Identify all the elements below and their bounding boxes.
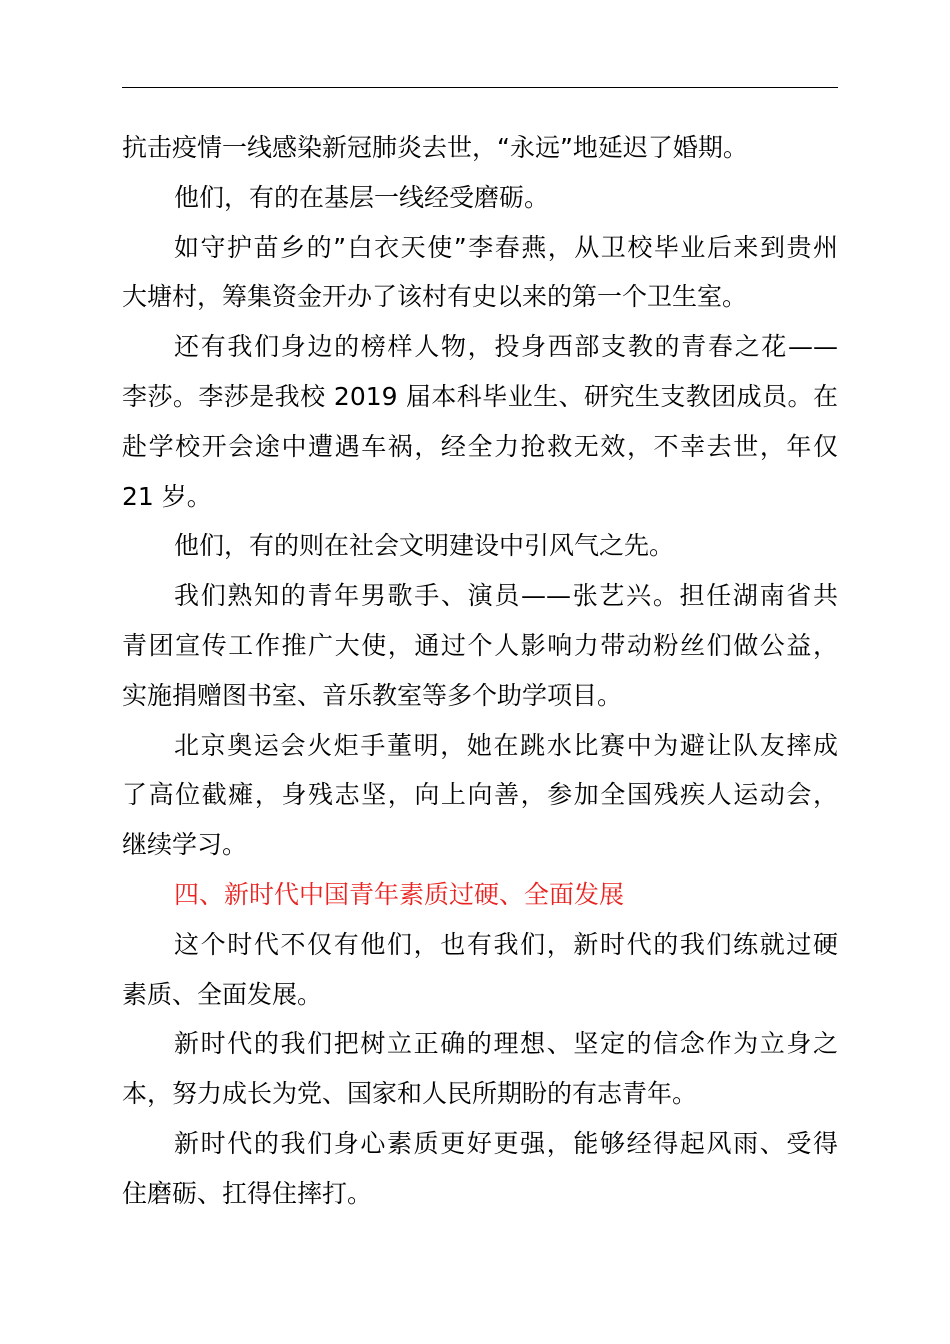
text-line: 实施捐赠图书室、音乐教室等多个助学项目。 (122, 680, 623, 710)
paragraph (122, 173, 838, 223)
paragraph (122, 920, 838, 1020)
text-line: 他们，有的则在社会文明建设中引风气之先。 (174, 531, 675, 561)
paragraph (122, 1119, 838, 1219)
text-line: 21 岁。 (122, 481, 212, 511)
paragraph (122, 1019, 838, 1119)
text-line: 本，努力成长为党、国家和人民所期盼的有志青年。 (122, 1079, 698, 1109)
text-line: 素质、全面发展。 (122, 979, 323, 1009)
text-line: 北京奥运会火炬手董明，她在跳水比赛中为避让队友摔成 (174, 730, 838, 760)
text-line: 还有我们身边的榜样人物，投身西部支教的青春之花—— (174, 332, 838, 362)
paragraph (122, 571, 838, 720)
text-line: 新时代的我们身心素质更好更强，能够经得起风雨、受得 (174, 1128, 838, 1158)
text-line: 了高位截瘫，身残志坚，向上向善，参加全国残疾人运动会， (122, 780, 838, 810)
paragraph (122, 721, 838, 870)
text-line: 新时代的我们把树立正确的理想、坚定的信念作为立身之 (174, 1029, 838, 1059)
text-line: 我们熟知的青年男歌手、演员——张艺兴。担任湖南省共 (174, 581, 838, 611)
section-heading (122, 870, 838, 920)
body-text (122, 123, 838, 1219)
paragraph (122, 123, 838, 173)
text-line: 赴学校开会途中遭遇车祸，经全力抢救无效，不幸去世，年仅 (122, 431, 838, 461)
text-line: 李莎。李莎是我校 2019 届本科毕业生、研究生支教团成员。在 (122, 381, 838, 411)
text-line: 他们，有的在基层一线经受磨砺。 (174, 182, 550, 212)
header-rule (122, 87, 838, 88)
section-heading-text: 四、新时代中国青年素质过硬、全面发展 (174, 879, 625, 909)
text-line: 继续学习。 (122, 830, 248, 860)
text-line: 青团宣传工作推广大使，通过个人影响力带动粉丝们做公益， (122, 630, 838, 660)
text-line: 抗击疫情一线感染新冠肺炎去世，“永远”地延迟了婚期。 (122, 133, 748, 162)
paragraph (122, 223, 838, 323)
text-line: 大塘村，筹集资金开办了该村有史以来的第一个卫生室。 (122, 282, 748, 312)
paragraph (122, 322, 838, 521)
text-line: 住磨砺、扛得住摔打。 (122, 1178, 373, 1208)
text-line: 这个时代不仅有他们，也有我们，新时代的我们练就过硬 (174, 929, 838, 959)
text-line: 如守护苗乡的”白衣天使”李春燕，从卫校毕业后来到贵州 (174, 232, 838, 262)
paragraph (122, 521, 838, 571)
